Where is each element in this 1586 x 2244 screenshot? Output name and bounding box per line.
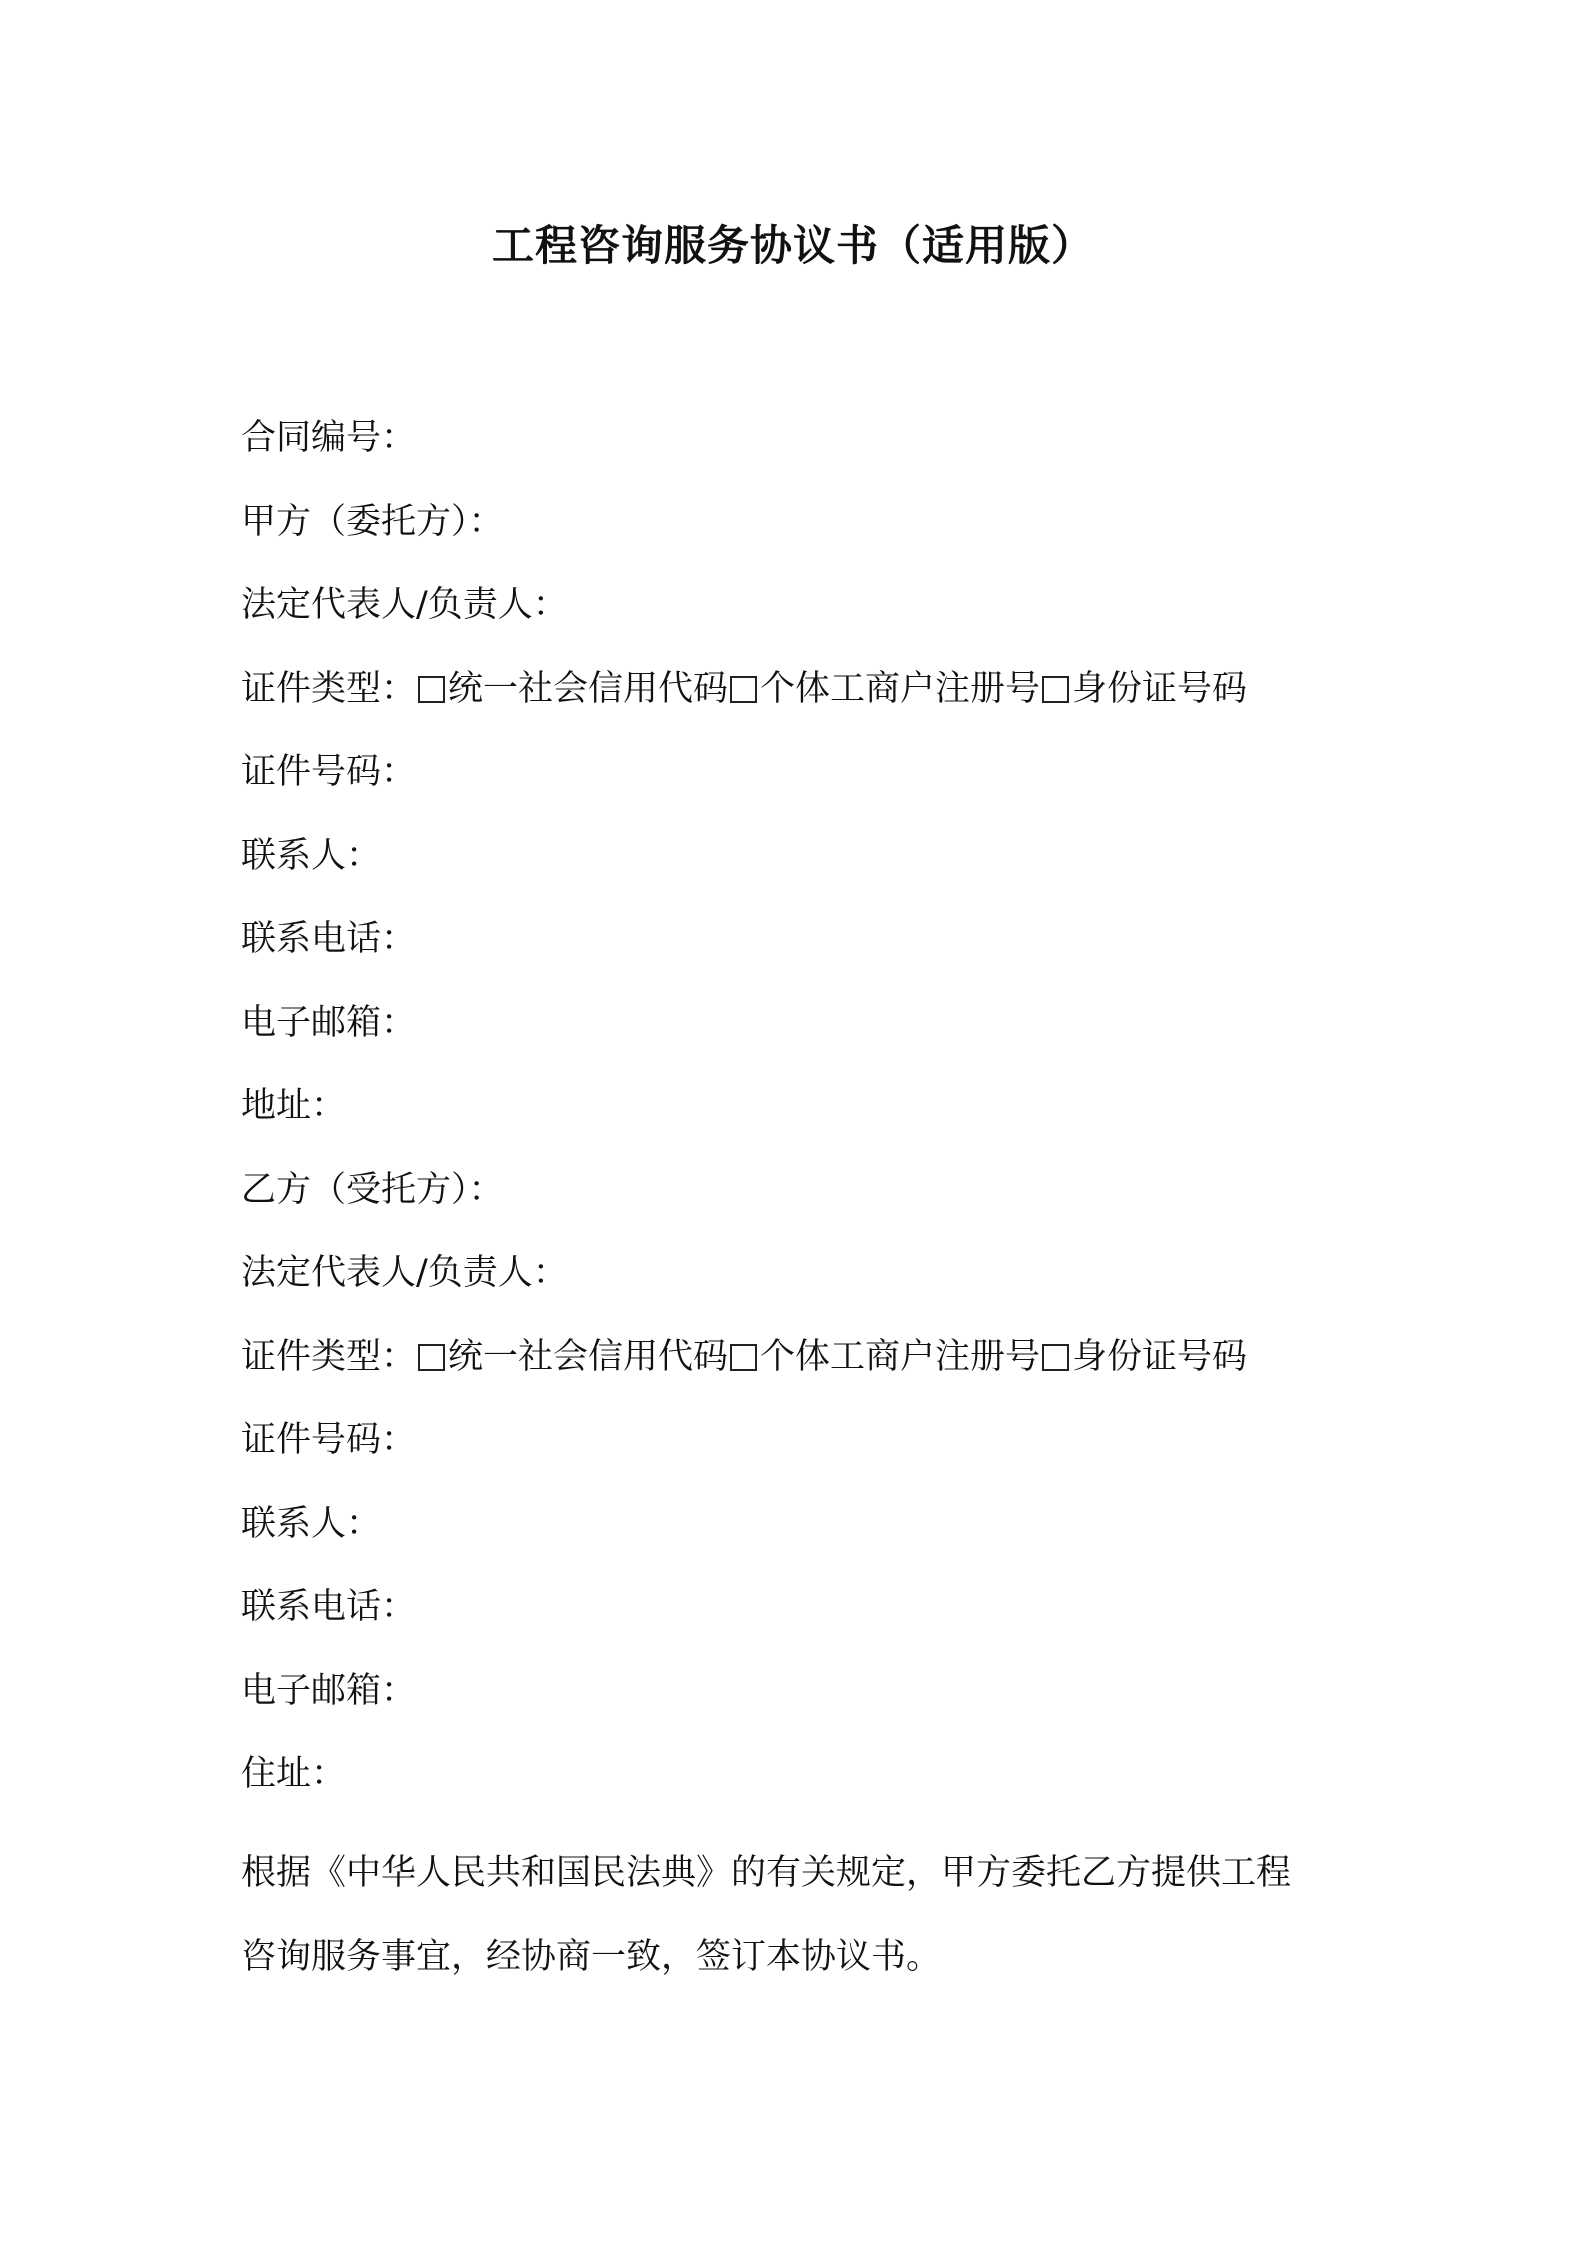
- party-b-phone-field: 联系电话：: [241, 1587, 417, 1627]
- party-a-id-type-field: [241, 661, 1371, 745]
- checkbox-icon[interactable]: [730, 676, 757, 703]
- party-a-heading: 甲方（委托方）：: [241, 501, 504, 542]
- checkbox-icon[interactable]: [418, 1344, 445, 1371]
- party-b-contact-field: 联系人：: [241, 1503, 382, 1544]
- option-id-card: 身份证号码: [1072, 1336, 1248, 1377]
- party-a-id-number-field: 证件号码：: [241, 752, 417, 792]
- party-b-id-type-field: [241, 1329, 1371, 1413]
- party-b-id-number-field: 证件号码：: [241, 1420, 417, 1460]
- checkbox-icon[interactable]: [1042, 676, 1069, 703]
- party-a-email-field: 电子邮箱：: [241, 1002, 417, 1043]
- id-type-options: [416, 669, 1247, 709]
- option-business-reg: 个体工商户注册号: [760, 668, 1041, 709]
- party-b-legal-rep-field: 法定代表人/负责人：: [241, 1253, 568, 1293]
- id-type-label: 证件类型：: [241, 668, 417, 709]
- option-credit-code: 统一社会信用代码: [448, 668, 729, 709]
- party-b-email-field: 电子邮箱：: [241, 1670, 417, 1711]
- party-info-fields: [241, 410, 1371, 1830]
- id-type-label: 证件类型：: [241, 1336, 417, 1377]
- checkbox-icon[interactable]: [730, 1344, 757, 1371]
- party-b-heading: 乙方（受托方）：: [241, 1169, 504, 1210]
- party-b-address-field: 住址：: [241, 1754, 347, 1794]
- checkbox-icon[interactable]: [418, 676, 445, 703]
- contract-number-field: 合同编号：: [241, 418, 417, 458]
- party-a-address-field: 地址：: [241, 1086, 347, 1126]
- party-a-contact-field: 联系人：: [241, 835, 382, 876]
- document-title: 工程咨询服务协议书（适用版）: [491, 221, 1094, 270]
- preamble-line-2: 咨询服务事宜，经协商一致，签订本协议书。: [241, 1937, 942, 1977]
- party-a-legal-rep-field: 法定代表人/负责人：: [241, 585, 568, 625]
- id-type-options: [416, 1337, 1247, 1377]
- option-business-reg: 个体工商户注册号: [760, 1336, 1041, 1377]
- checkbox-icon[interactable]: [1042, 1344, 1069, 1371]
- option-id-card: 身份证号码: [1072, 668, 1248, 709]
- option-credit-code: 统一社会信用代码: [448, 1336, 729, 1377]
- preamble-line-1: 根据《中华人民共和国民法典》的有关规定，甲方委托乙方提供工程: [241, 1853, 1292, 1893]
- preamble-paragraph: [241, 1831, 1371, 1999]
- party-a-phone-field: 联系电话：: [241, 919, 417, 959]
